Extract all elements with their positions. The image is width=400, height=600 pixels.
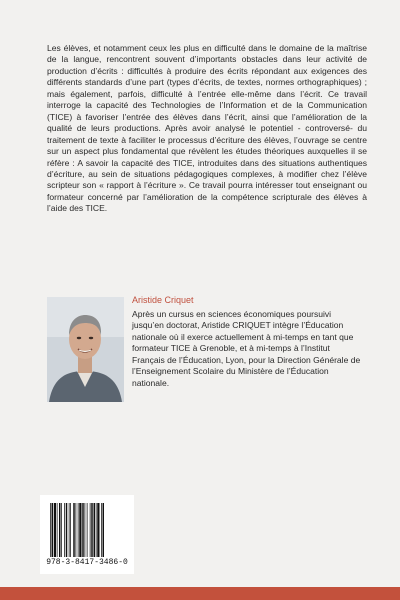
author-bio: Après un cursus en sciences économiques poursuivi jusqu’en doctorat, Aristide CRIQUET intègre l’Éducation nationale où il exerce actuellement à mi-temps en tant que formateur TICE à Grenoble, et à mi-temps à l’Institut Français de l’Éducation, Lyon, pour la Direction Générale de l’Enseignement Scolaire du Ministère de l’Éducation nationale.	[132, 309, 361, 388]
isbn-number: 978-3-8417-3486-0	[46, 558, 128, 567]
back-cover-blurb: Les élèves, et notamment ceux les plus en difficulté dans le domaine de la maîtrise de la langue, rencontrent souvent d’importants obstacles dans leur activité de production d’écrits : difficultés à produire des écrits répondant aux exigences des différents standards d’une part (types d’écrits, de textes, normes orthographiques) ; mais également, parfois, difficulté à l’entrée elle-même dans l’écrit. Ce travail interroge la capacité des Technologies de l’Information et de la Communication (TICE) à favoriser l’entrée des élèves dans l’écrit, ainsi que l’amélioration de la qualité de leurs productions. Après avoir analysé le potentiel - controversé- du traitement de texte à faciliter le processus d’écriture des élèves, l’ouvrage se centre sur un aspect plus fondamental que révèlent les études théoriques auxquelles il se réfère : A savoir la capacité des TICE, introduites dans des situations authentiques d’écriture, au sein de situations pédagogiques complexes, à modifier chez l’élève scripteur son « rapport à l’écriture ». Ce travail pourra intéresser tout enseignant ou formateur concerné par l’amélioration de la compétence scripturale des élèves à l’aide des TICE.	[47, 43, 367, 214]
barcode-bars	[50, 503, 124, 557]
author-photo	[47, 297, 124, 402]
barcode	[40, 495, 134, 574]
author-portrait-image	[47, 297, 124, 402]
author-name: Aristide Criquet	[132, 295, 194, 305]
bottom-accent-stripe	[0, 587, 400, 600]
author-section	[47, 290, 367, 400]
